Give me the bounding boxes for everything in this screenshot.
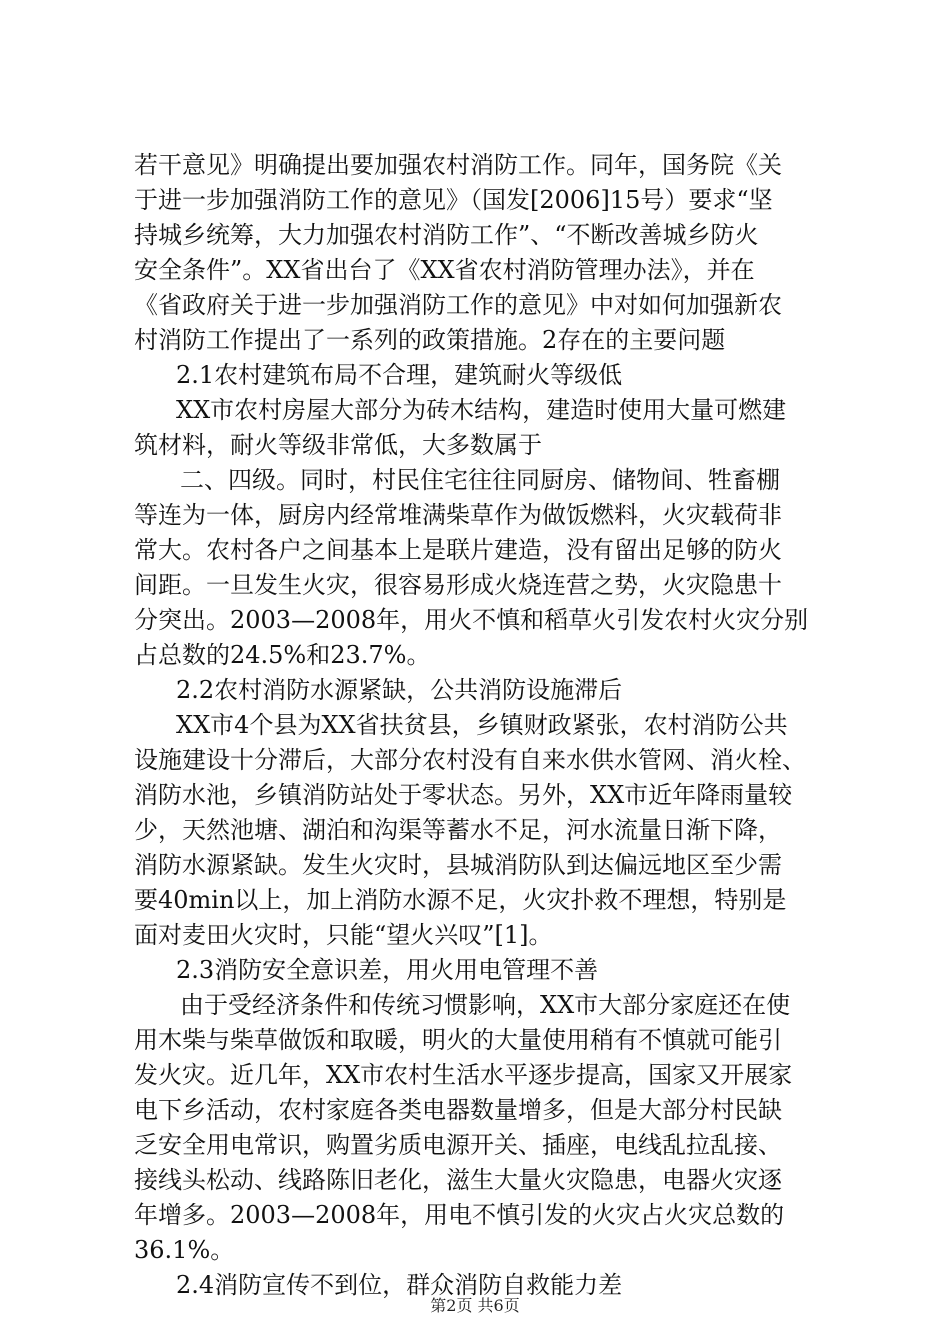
section-heading: 2.4消防宣传不到位，群众消防自救能力差 <box>176 1271 623 1299</box>
text-line: 筑材料，耐火等级非常低，大多数属于 <box>134 431 542 459</box>
text-line: 用木柴与柴草做饭和取暖，明火的大量使用稍有不慎就可能引 <box>134 1026 782 1054</box>
page-footer <box>0 1296 950 1316</box>
text-line: 村消防工作提出了一系列的政策措施。2存在的主要问题 <box>134 326 726 354</box>
text-line: 等连为一体，厨房内经常堆满柴草作为做饭燃料，火灾载荷非 <box>134 501 782 529</box>
text-line: 少，天然池塘、湖泊和沟渠等蓄水不足，河水流量日渐下降， <box>134 816 782 844</box>
text-line: 消防水池，乡镇消防站处于零状态。另外，XX市近年降雨量较 <box>134 781 793 809</box>
text-line: 电下乡活动，农村家庭各类电器数量增多，但是大部分村民缺 <box>134 1096 782 1124</box>
text-line: 要40min以上，加上消防水源不足，火灾扑救不理想，特别是 <box>134 886 787 914</box>
text-line: 年增多。2003—2008年，用电不慎引发的火灾占火灾总数的 <box>134 1201 785 1229</box>
text-line: 发火灾。近几年，XX市农村生活水平逐步提高，国家又开展家 <box>134 1061 793 1089</box>
text-line: 由于受经济条件和传统习惯影响，XX市大部分家庭还在使 <box>180 991 791 1019</box>
text-line: 间距。一旦发生火灾，很容易形成火烧连营之势，火灾隐患十 <box>134 571 782 599</box>
text-line: 接线头松动、线路陈旧老化，滋生大量火灾隐患，电器火灾逐 <box>134 1166 782 1194</box>
text-line: 面对麦田火灾时，只能“望火兴叹”[1]。 <box>134 921 553 949</box>
page-number: 第2页 共6页 <box>430 1296 520 1315</box>
text-line: XX市农村房屋大部分为砖木结构，建造时使用大量可燃建 <box>176 396 787 424</box>
section-heading: 2.3消防安全意识差，用火用电管理不善 <box>176 956 599 984</box>
section-heading: 2.1农村建筑布局不合理，建筑耐火等级低 <box>176 361 623 389</box>
text-line: 分突出。2003—2008年，用火不慎和稻草火引发农村火灾分别 <box>134 606 809 634</box>
text-line: 乏安全用电常识，购置劣质电源开关、插座，电线乱拉乱接、 <box>134 1131 782 1159</box>
text-line: 消防水源紧缺。发生火灾时，县城消防队到达偏远地区至少需 <box>134 851 782 879</box>
text-line: 持城乡统筹，大力加强农村消防工作”、“不断改善城乡防火 <box>134 221 759 249</box>
text-line: 若干意见》明确提出要加强农村消防工作。同年，国务院《关 <box>134 151 782 179</box>
text-line: 《省政府关于进一步加强消防工作的意见》中对如何加强新农 <box>134 291 782 319</box>
text-line: 安全条件”。XX省出台了《XX省农村消防管理办法》，并在 <box>134 256 755 284</box>
text-line: 占总数的24.5%和23.7%。 <box>134 641 431 669</box>
section-heading: 2.2农村消防水源紧缺，公共消防设施滞后 <box>176 676 623 704</box>
text-line: 设施建设十分滞后，大部分农村没有自来水供水管网、消火栓、 <box>134 746 806 774</box>
text-line: XX市4个县为XX省扶贫县，乡镇财政紧张，农村消防公共 <box>176 711 788 739</box>
text-line: 常大。农村各户之间基本上是联片建造，没有留出足够的防火 <box>134 536 782 564</box>
text-line: 36.1%。 <box>134 1236 235 1264</box>
text-line: 于进一步加强消防工作的意见》（国发[2006]15号）要求“坚 <box>134 186 773 214</box>
text-line: 二、四级。同时，村民住宅往往同厨房、储物间、牲畜棚 <box>180 466 780 494</box>
